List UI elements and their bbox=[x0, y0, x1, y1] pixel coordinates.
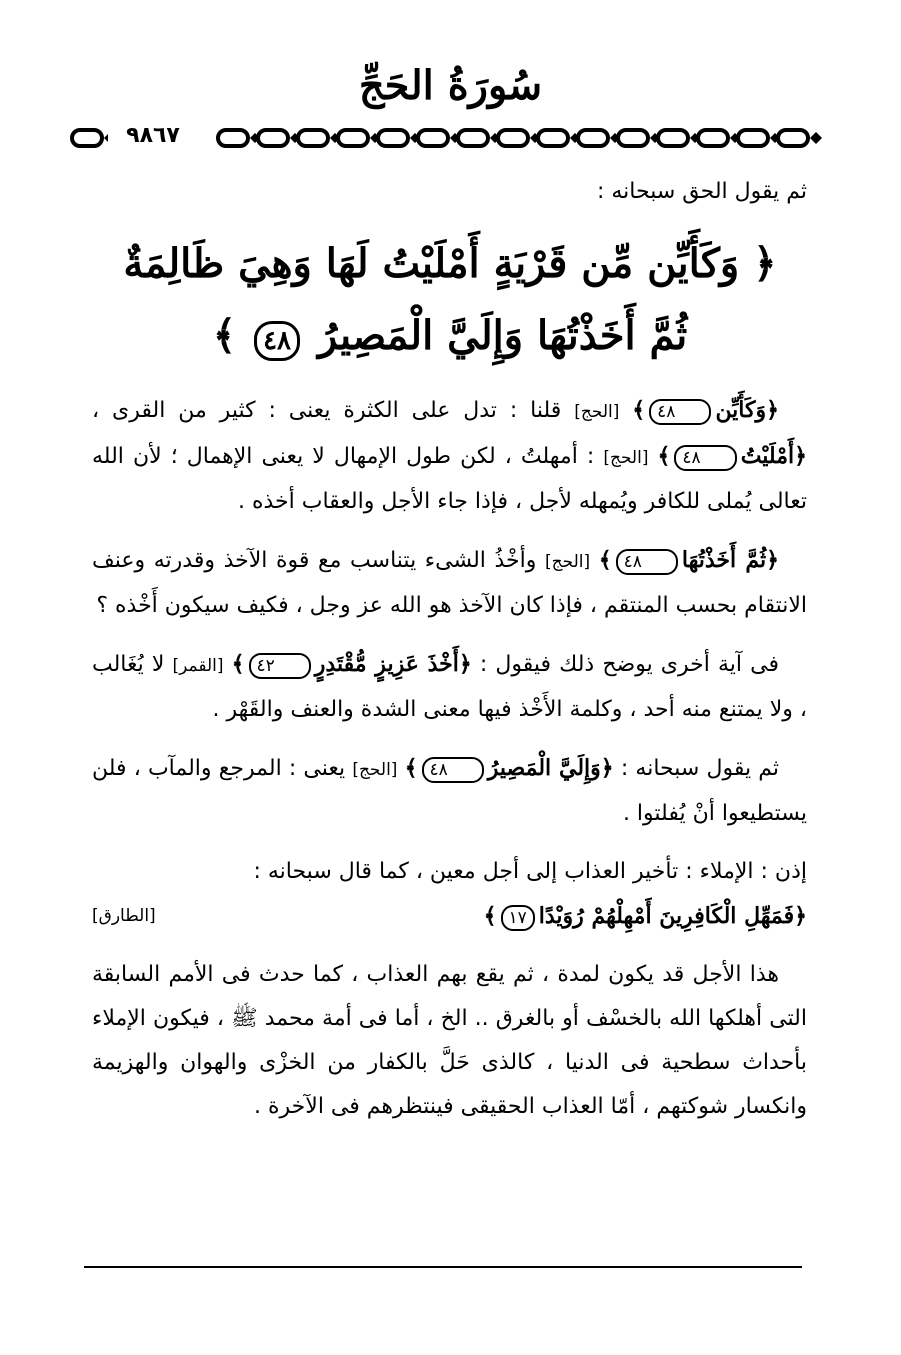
surah-reference: [الحج] bbox=[352, 760, 398, 780]
paragraph-text: لا يُغَالب ، ولا يمتنع منه أحد ، وكلمة الأَخْذ فيها معنى الشدة والعنف والقَهْر . bbox=[92, 652, 807, 722]
paragraph-2 bbox=[92, 538, 807, 628]
quote-open: ﴿ bbox=[794, 903, 807, 929]
quoted-word: أَخْذَ عَزِيزٍ مُّقْتَدِرٍ bbox=[314, 651, 459, 677]
commentary-body bbox=[92, 388, 807, 1143]
surah-reference: [الحج] bbox=[574, 402, 620, 422]
quote-open: ﴿ bbox=[766, 547, 779, 573]
verse-text-2: ثُمَّ أَخَذْتُهَا وَإِلَيَّ الْمَصِيرُ bbox=[317, 312, 688, 359]
quran-verse bbox=[110, 228, 790, 372]
quote-open: ﴿ bbox=[766, 397, 779, 423]
surah-reference: [الطارق] bbox=[92, 906, 156, 926]
quote-open: ﴿ bbox=[794, 443, 807, 469]
quote-close: ﴾ bbox=[404, 755, 418, 781]
quote-close: ﴾ bbox=[483, 903, 497, 929]
verse-line-1 bbox=[110, 228, 790, 300]
paragraph-text: قلنا : تدل على الكثرة يعنى : كثير من القرى ، bbox=[92, 398, 562, 423]
verse-line-2 bbox=[110, 300, 790, 372]
surah-reference: [الحج] bbox=[544, 552, 591, 572]
quote-open: ﴿ bbox=[458, 651, 472, 677]
verse-text-1: وَكَأَيِّن مِّن قَرْيَةٍ أَمْلَيْتُ لَهَا وَهِيَ ظَالِمَةٌ bbox=[123, 240, 740, 287]
verse-number-badge: ٤٨ bbox=[422, 757, 484, 783]
verse-number-badge: ٤٨ bbox=[254, 321, 300, 361]
quote-open: ﴿ bbox=[600, 755, 614, 781]
paragraph-4 bbox=[92, 746, 807, 836]
quoted-word: ثُمَّ أَخَذْتُهَا bbox=[681, 547, 767, 573]
quoted-verse: فَمَهِّلِ الْكَافِرِينَ أَمْهِلْهُمْ رُوَيْدًا bbox=[538, 903, 795, 929]
quoted-word: أَمْلَيْتُ bbox=[740, 443, 795, 469]
paragraph-text: يعنى : المرجع والمآب ، فلن يستطيعوا أنْ يُفلتوا . bbox=[92, 756, 807, 826]
page-number: ٩٨٦٧ bbox=[108, 121, 198, 151]
verse-number-badge: ٤٨ bbox=[616, 549, 678, 575]
surah-title: سُورَةُ الحَجِّ bbox=[358, 62, 543, 109]
quote-close: ﴾ bbox=[231, 651, 245, 677]
paragraph-1 bbox=[92, 388, 807, 524]
paragraph-6 bbox=[92, 953, 807, 1129]
quote-close: ﴾ bbox=[657, 443, 671, 469]
verse-number-badge: ١٧ bbox=[501, 905, 535, 931]
surah-reference: [الحج] bbox=[603, 448, 649, 468]
verse-open-bracket: ﴿ bbox=[753, 240, 777, 287]
quote-close: ﴾ bbox=[632, 397, 646, 423]
paragraph-text: ثم يقول سبحانه : bbox=[620, 756, 780, 781]
verse-close-bracket: ﴾ bbox=[212, 312, 237, 359]
paragraph-3 bbox=[92, 642, 807, 732]
quoted-word: وَإِلَيَّ الْمَصِيرُ bbox=[487, 755, 601, 781]
quoted-word: وَكَأَيِّن bbox=[715, 397, 767, 423]
paragraph-text: فى آية أخرى يوضح ذلك فيقول : bbox=[479, 652, 779, 677]
paragraph-text: وأخْذُ الشىء يتناسب مع قوة الآخذ وقدرته وعنف الانتقام بحسب المنتقم ، فإذا كان الآخذ هو الله عز وجل ، فكيف سيكون أَخْذه ؟ bbox=[92, 548, 807, 618]
footer-rule bbox=[84, 1266, 802, 1268]
paragraph-text: : أمهلتُ ، لكن طول الإمهال لا يعنى الإهمال ؛ لأن الله تعالى يُملى للكافر ويُمهله لأجل ، فإذا جاء الأجل والعقاب أخذه . bbox=[92, 444, 807, 514]
quote-close: ﴾ bbox=[598, 547, 612, 573]
verse-number-badge: ٤٢ bbox=[249, 653, 311, 679]
intro-line: ثم يقول الحق سبحانه : bbox=[596, 179, 807, 204]
paragraph-text: إذن : الإملاء : تأخير العذاب إلى أجل معين ، كما قال سبحانه : bbox=[253, 859, 807, 884]
paragraph-5 bbox=[92, 850, 807, 939]
paragraph-text: هذا الأجل قد يكون لمدة ، ثم يقع بهم العذاب ، كما حدث فى الأمم السابقة التى أهلكها الله بالخسْف أو بالغرق .. الخ ، أما فى أمة محمد ﷺ ، فيكون الإملاء بأحداث سطحية فى الدنيا ، كالذى حَلَّ بالكفار من الخزْى والهوان والهزيمة وانكسار شوكتهم ، أمّا العذاب الحقيقى فينتظرهم فى الآخرة . bbox=[92, 962, 807, 1119]
verse-number-badge: ٤٨ bbox=[674, 445, 736, 471]
surah-reference: [القمر] bbox=[172, 656, 224, 676]
verse-number-badge: ٤٨ bbox=[649, 399, 711, 425]
